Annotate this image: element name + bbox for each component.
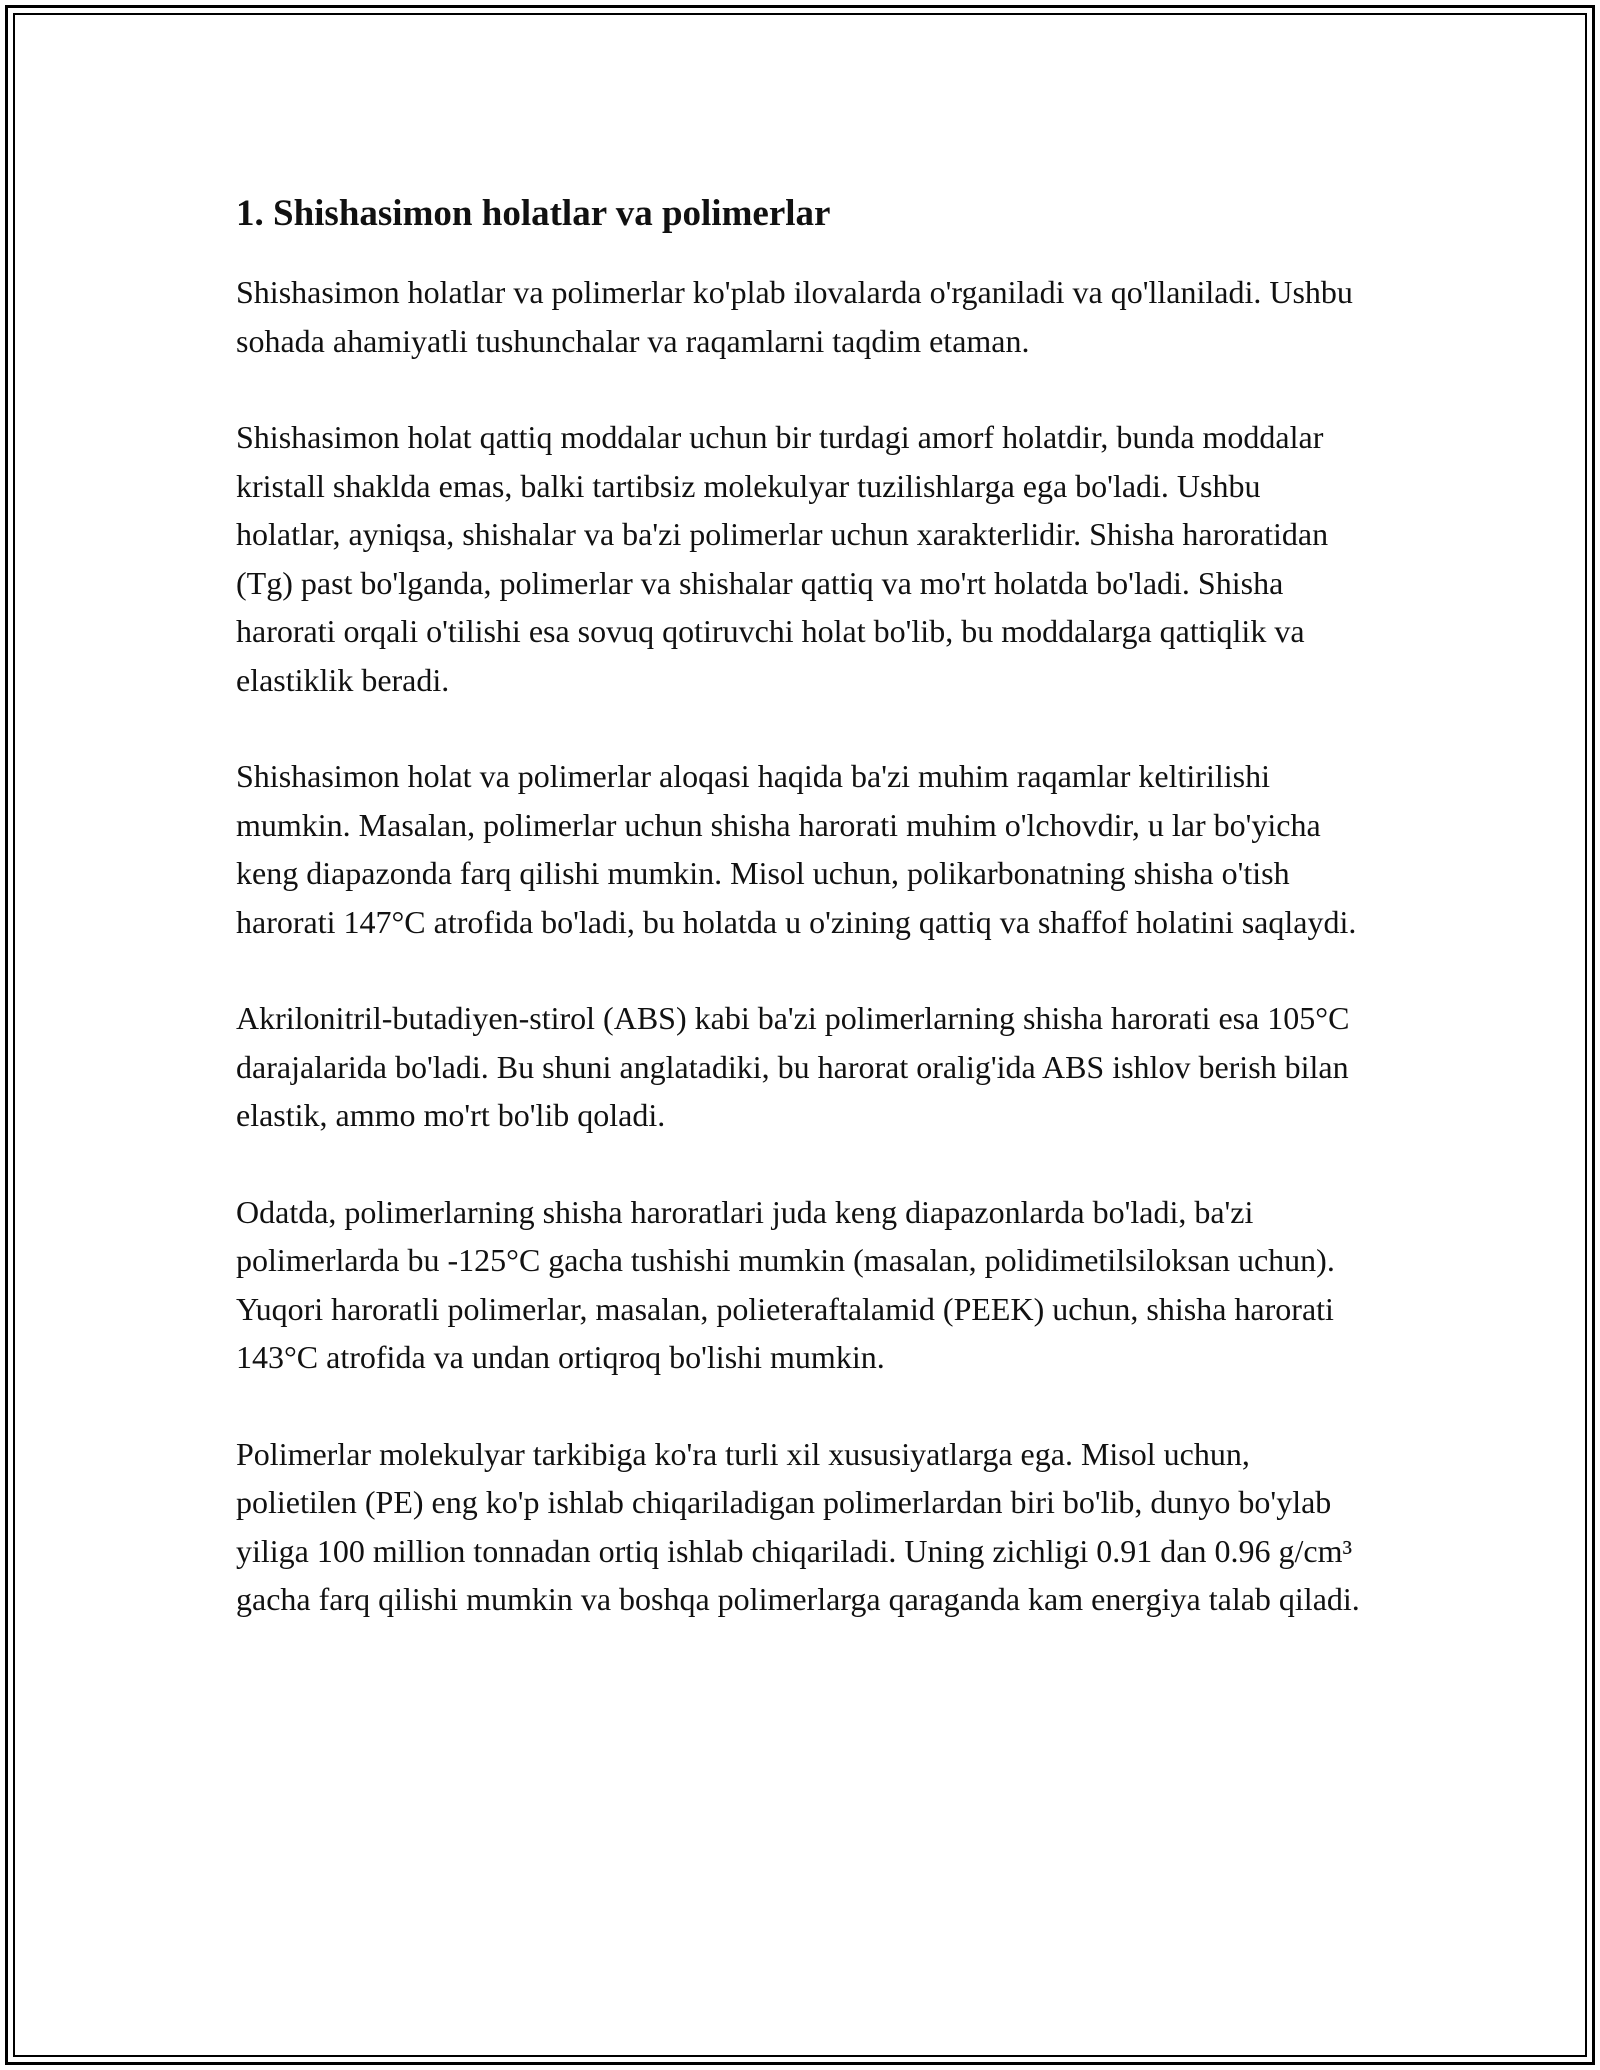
paragraph-intro: Shishasimon holatlar va polimerlar ko'plab ilovalarda o'rganiladi va qo'llaniladi. Ushbu sohada ahamiyatli tushunchalar va raqamlarni taqdim etaman. (236, 274, 1353, 359)
paragraph-polyethylene: Polimerlar molekulyar tarkibiga ko'ra turli xil xususiyatlarga ega. Misol uchun, polietilen (PE) eng ko'p ishlab chiqariladigan polimerlardan biri bo'lib, dunyo bo'ylab yiliga 100 million tonnadan ortiq ishlab chiqariladi. Uning zichligi 0.91 dan 0.96 g/cm³ gacha farq qilishi mumkin va boshqa polimerlarga qaraganda kam energiya talab qiladi. (236, 1435, 1360, 1617)
paragraph-abs: Akrilonitril-butadiyen-stirol (ABS) kabi ba'zi polimerlarning shisha harorati esa 105°C darajalarida bo'ladi. Bu shuni anglatadiki, bu harorat oralig'ida ABS ishlov berish bilan elastik, ammo mo'rt bo'lib qoladi. (236, 1000, 1350, 1133)
document-body (236, 188, 1366, 1672)
paragraph-glassy-state: Shishasimon holat qattiq moddalar uchun bir turdagi amorf holatdir, bunda moddalar kristall shaklda emas, balki tartibsiz molekulyar tuzilishlarga ega bo'ladi. Ushbu holatlar, ayniqsa, shishalar va ba'zi polimerlar uchun xarakterlidir. Shisha haroratidan (Tg) past bo'lganda, polimerlar va shishalar qattiq va mo'rt holatda bo'ladi. Shisha harorati orqali o'tilishi esa sovuq qotiruvchi holat bo'lib, bu moddalarga qattiqlik va elastiklik beradi. (236, 419, 1329, 698)
paragraph-glass-transition: Shishasimon holat va polimerlar aloqasi haqida ba'zi muhim raqamlar keltirilishi mumkin. Masalan, polimerlar uchun shisha harorati muhim o'lchovdir, u lar bo'yicha keng diapazonda farq qilishi mumkin. Misol uchun, polikarbonatning shisha o'tish harorati 147°C atrofida bo'ladi, bu holatda u o'zining qattiq va shaffof holatini saqlaydi. (236, 758, 1357, 940)
paragraph-temperature-range: Odatda, polimerlarning shisha haroratlari juda keng diapazonlarda bo'ladi, ba'zi polimerlarda bu -125°C gacha tushishi mumkin (masalan, polidimetilsiloksan uchun). Yuqori haroratli polimerlar, masalan, polieteraftalamid (PEEK) uchun, shisha harorati 143°C atrofida va undan ortiqroq bo'lishi mumkin. (236, 1193, 1335, 1375)
section-heading: 1. Shishasimon holatlar va polimerlar (236, 193, 831, 234)
